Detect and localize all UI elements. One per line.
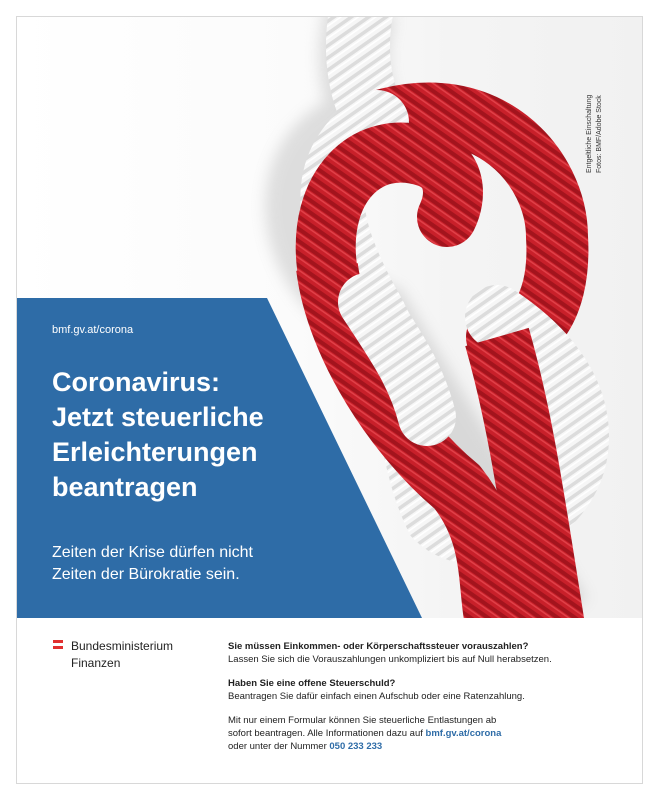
info-line-1: Mit nur einem Formular können Sie steuerliche Entlastungen ab xyxy=(228,715,497,726)
headline-line: Jetzt steuerliche xyxy=(52,402,264,432)
info-paragraph-1 xyxy=(228,640,618,666)
answer-1: Lassen Sie sich die Vorauszahlungen unkompliziert bis auf Null herabsetzen. xyxy=(228,654,552,665)
subline-line: Zeiten der Krise dürfen nicht xyxy=(52,544,253,561)
question-2: Haben Sie eine offene Steuerschuld? xyxy=(228,678,396,689)
red-rope-crossing xyxy=(326,153,453,267)
subline-line: Zeiten der Bürokratie sein. xyxy=(52,566,240,583)
info-link[interactable]: bmf.gv.at/corona xyxy=(425,728,502,739)
answer-2: Beantragen Sie dafür einfach einen Aufschub oder eine Ratenzahlung. xyxy=(228,691,525,702)
question-1: Sie müssen Einkommen- oder Körperschaftssteuer vorauszahlen? xyxy=(228,641,529,652)
info-line-3: oder unter der Nummer xyxy=(228,741,330,752)
austrian-flag-icon xyxy=(53,640,63,649)
credit-line-1: Entgeltliche Einschaltung xyxy=(586,94,593,173)
info-paragraph-2 xyxy=(228,677,618,703)
subline xyxy=(52,542,352,586)
headline-line: beantragen xyxy=(52,472,198,502)
panel-url[interactable]: bmf.gv.at/corona xyxy=(52,324,134,336)
info-line-2: sofort beantragen. Alle Informationen dazu auf xyxy=(228,728,426,739)
info-text xyxy=(228,640,618,764)
logo-name: Bundesministerium xyxy=(71,639,174,653)
headline-line: Erleichterungen xyxy=(52,437,258,467)
photo-credit xyxy=(585,43,613,173)
advertisement xyxy=(16,16,643,784)
phone-number[interactable]: 050 233 233 xyxy=(329,741,383,752)
headline-line: Coronavirus: xyxy=(52,367,221,397)
logo-dept: Finanzen xyxy=(71,656,121,670)
info-paragraph-3 xyxy=(228,714,618,753)
ministry-logo xyxy=(53,639,213,679)
headline xyxy=(52,365,322,505)
credit-line-2: Fotos: BMF/Adobe Stock xyxy=(596,95,603,173)
